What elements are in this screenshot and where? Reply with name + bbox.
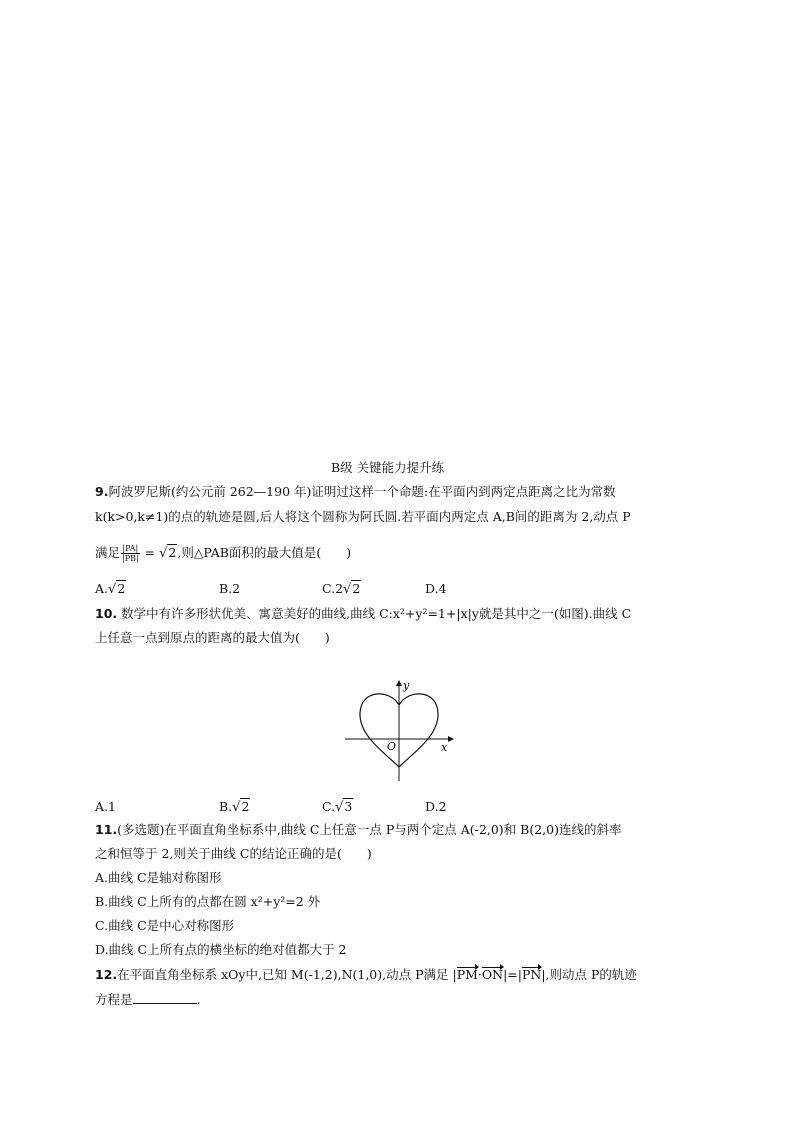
sqrt-expression bbox=[108, 580, 126, 599]
option-label: A. bbox=[95, 581, 109, 596]
section-title: B级 关键能力提升练 bbox=[331, 460, 445, 475]
option-label: C. bbox=[322, 581, 336, 596]
vector-pn: PN bbox=[521, 967, 542, 982]
question-10-line-1 bbox=[95, 605, 631, 623]
sqrt-expression bbox=[335, 798, 353, 817]
q10-option-b bbox=[219, 798, 250, 817]
fraction-denominator: |PB| bbox=[122, 554, 139, 563]
question-9-text-2: k(k>0,k≠1)的点的轨迹是圆,后人将这个圆称为阿氏圆.若平面内两定点 A,B间的距离为 2,动点 P bbox=[95, 509, 631, 524]
option-label: D. bbox=[425, 581, 439, 596]
heart-curve-figure bbox=[340, 675, 460, 787]
option-label: C. bbox=[322, 799, 336, 814]
sqrt-expression bbox=[232, 798, 250, 817]
sqrt-sign-icon: √ bbox=[108, 582, 117, 597]
option-text: 4 bbox=[438, 581, 447, 596]
sqrt-sign-icon: √ bbox=[232, 800, 241, 815]
question-10-text-1: 数学中有许多形状优美、寓意美好的曲线,曲线 C:x²+y²=1+|x|y就是其中之一(如图).曲线 C bbox=[117, 606, 632, 621]
fraction-pa-pb bbox=[121, 544, 140, 563]
question-12-text-2-end: . bbox=[196, 992, 201, 1007]
origin-label: O bbox=[387, 740, 397, 753]
q10-option-d bbox=[425, 798, 447, 816]
sqrt-radicand: 2 bbox=[352, 581, 361, 596]
question-9-text-3-suffix: ,则△PAB面积的最大值是( ) bbox=[177, 545, 352, 560]
option-label: B. bbox=[219, 799, 233, 814]
sqrt-radicand: 3 bbox=[344, 799, 353, 814]
question-11-text-1: (多选题)在平面直角坐标系中,曲线 C上任意一点 P与两个定点 A(-2,0)和 B(2,0)连线的斜率 bbox=[117, 822, 622, 837]
question-12-line-1 bbox=[95, 966, 637, 984]
q11-option-a: A.曲线 C是轴对称图形 bbox=[95, 870, 222, 885]
sqrt-radicand: 2 bbox=[168, 545, 177, 560]
question-12-text-2: 方程是 bbox=[95, 992, 133, 1007]
question-10-line-2 bbox=[95, 629, 330, 647]
q11-option-d: D.曲线 C上所有点的横坐标的绝对值都大于 2 bbox=[95, 942, 347, 957]
option-label: B. bbox=[219, 581, 233, 596]
sqrt-sign-icon: √ bbox=[343, 582, 352, 597]
x-axis-label: x bbox=[441, 741, 448, 754]
question-9-number: 9. bbox=[95, 484, 109, 499]
question-9-text-1: 阿波罗尼斯(约公元前 262—190 年)证明过这样一个命题:在平面内到两定点距离之比为常数 bbox=[108, 484, 616, 499]
vector-pm: PM bbox=[456, 967, 478, 982]
question-11-line-2 bbox=[95, 845, 372, 863]
sqrt-radicand: 2 bbox=[241, 799, 250, 814]
question-11-line-1 bbox=[95, 821, 621, 839]
dot-operator: · bbox=[477, 967, 482, 982]
option-text: 2 bbox=[232, 581, 241, 596]
equals-sign: = bbox=[140, 545, 160, 560]
vector-on: ON bbox=[481, 967, 504, 982]
option-label: A. bbox=[95, 799, 109, 814]
sqrt-sign-icon: √ bbox=[159, 546, 168, 561]
y-axis-label: y bbox=[403, 679, 410, 692]
question-12-number: 12. bbox=[95, 967, 118, 982]
question-9-line-2 bbox=[95, 508, 631, 526]
question-10-number: 10. bbox=[95, 606, 118, 621]
sqrt-sign-icon: √ bbox=[335, 800, 344, 815]
q9-option-b bbox=[219, 580, 240, 598]
q11-option-c: C.曲线 C是中心对称图形 bbox=[95, 918, 235, 933]
q11-option-b: B.曲线 C上所有的点都在圆 x²+y²=2 外 bbox=[95, 894, 321, 909]
question-9-line-3 bbox=[95, 544, 351, 563]
question-12-text-1-suffix: |,则动点 P的轨迹 bbox=[541, 967, 637, 982]
q9-option-d bbox=[425, 580, 447, 598]
question-11-number: 11. bbox=[95, 822, 118, 837]
sqrt-radicand: 2 bbox=[117, 581, 126, 596]
q10-option-c bbox=[322, 798, 353, 817]
option-coefficient: 2 bbox=[335, 581, 344, 596]
question-11-text-2: 之和恒等于 2,则关于曲线 C的结论正确的是( ) bbox=[95, 846, 372, 861]
answer-blank[interactable] bbox=[133, 990, 197, 1004]
q9-option-a bbox=[95, 580, 126, 599]
option-text: 1 bbox=[108, 799, 116, 814]
equals-abs: |=| bbox=[503, 967, 522, 982]
y-axis-arrow-icon bbox=[396, 680, 402, 686]
q10-option-a bbox=[95, 798, 116, 816]
sqrt-expression bbox=[159, 544, 177, 563]
option-label: D. bbox=[425, 799, 439, 814]
question-10-text-2: 上任意一点到原点的距离的最大值为( ) bbox=[95, 630, 330, 645]
q9-option-c bbox=[322, 580, 361, 599]
fraction-numerator: |PA| bbox=[122, 544, 139, 553]
x-axis-arrow-icon bbox=[448, 736, 454, 742]
question-12-text-1-prefix: 在平面直角坐标系 xOy中,已知 M(-1,2),N(1,0),动点 P满足 | bbox=[117, 967, 457, 982]
question-9-text-3-prefix: 满足 bbox=[95, 545, 121, 560]
sqrt-expression bbox=[343, 580, 361, 599]
question-9-line-1 bbox=[95, 483, 616, 501]
question-12-line-2 bbox=[95, 990, 201, 1009]
option-text: 2 bbox=[438, 799, 447, 814]
